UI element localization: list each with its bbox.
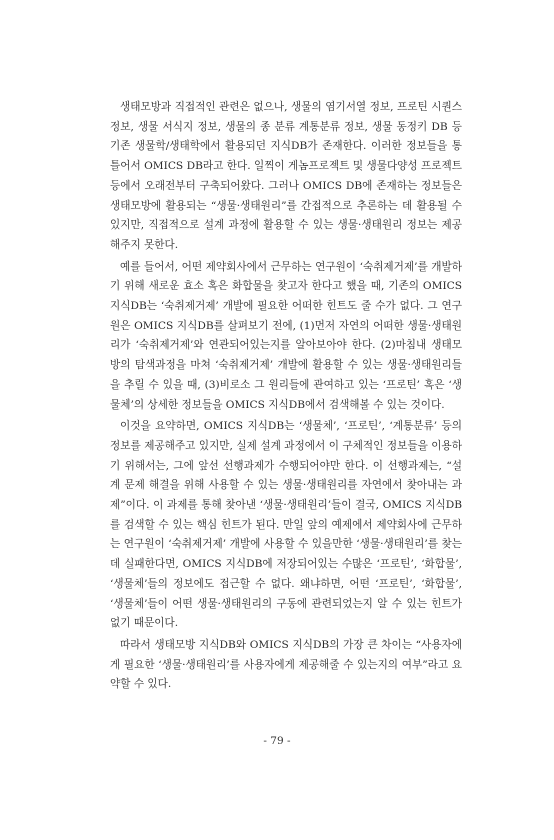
paragraph-3: 이것을 요약하면, OMICS 지식DB는 ‘생물체’, ‘프로틴’, ‘계통분류’ 등의 정보를 제공해주고 있지만, 실제 설계 과정에서 이 구체적인 정보들을 이용하기 위해서는, 그에 앞선 선행과제가 수행되어야만 한다. 이 선행과제는, “설계 문제 해결을 위해 사용할 수 있는 생물·생태원리를 자연에서 찾아내는 과제”이다. 이 과제를 통해 찾아낸 ‘생물·생태원리’들이 결국, OMICS 지식DB를 검색할 수 있는 핵심 힌트가 된다. 만일 앞의 예제에서 제약회사에 근무하는 연구원이 ‘숙취제거제’ 개발에 사용할 수 있을만한 ‘생물·생태원리’를 찾는 데 실패한다면, OMICS 지식DB에 저장되어있는 수많은 ‘프로틴’, ‘화합물’, ‘생물체’들의 정보에도 접근할 수 없다. 왜냐하면, 어떤 ‘프로틴’, ‘화합물’, ‘생물체’들이 어떤 생물·생태원리의 구동에 관련되었는지 알 수 있는 힌트가 없기 때문이다. [110, 420, 462, 630]
body-text [110, 98, 462, 697]
paragraph-4: 따라서 생태모방 지식DB와 OMICS 지식DB의 가장 큰 차이는 “사용자에게 필요한 ‘생물·생태원리’를 사용자에게 제공해줄 수 있는지의 여부”라고 요약할 수 있다. [110, 638, 462, 691]
paragraph-1: 생태모방과 직접적인 관련은 없으나, 생물의 염기서열 정보, 프로틴 시퀀스 정보, 생물 서식지 정보, 생물의 종 분류 계통분류 정보, 생물 동정키 DB 등 기존 생물학/생태학에서 활용되던 지식DB가 존재한다. 이러한 정보들을 통틀어서 OMICS DB라고 한다. 일찍이 게놈프로젝트 및 생물다양성 프로젝트 등에서 오래전부터 구축되어왔다. 그러나 OMICS DB에 존재하는 정보들은 생태모방에 활용되는 “생물·생태원리”를 간접적으로 추론하는 데 활용될 수 있지만, 직접적으로 설계 과정에 활용할 수 있는 생물·생태원리 정보는 제공해주지 못한다. [110, 101, 462, 251]
page-number: - 79 - [263, 735, 291, 747]
paragraph-2: 예를 들어서, 어떤 제약회사에서 근무하는 연구원이 ‘숙취제거제’를 개발하기 위해 새로운 효소 혹은 화합물을 찾고자 한다고 했을 때, 기존의 OMICS 지식DB는 ‘숙취제거제’ 개발에 필요한 어떠한 힌트도 줄 수가 없다. 그 연구원은 OMICS 지식DB를 살펴보기 전에, (1)먼저 자연의 어떠한 생물·생태원리가 ‘숙취제거제’와 연관되어있는지를 알아보아야 한다. (2)마침내 생태모방의 탐색과정을 마쳐 ‘숙취제거제’ 개발에 활용할 수 있는 생물·생태원리들을 추릴 수 있을 때, (3)비로소 그 원리들에 관여하고 있는 ‘프로틴’ 혹은 ‘생물체’의 상세한 정보들을 OMICS 지식DB에서 검색해볼 수 있는 것이다. [110, 260, 462, 411]
